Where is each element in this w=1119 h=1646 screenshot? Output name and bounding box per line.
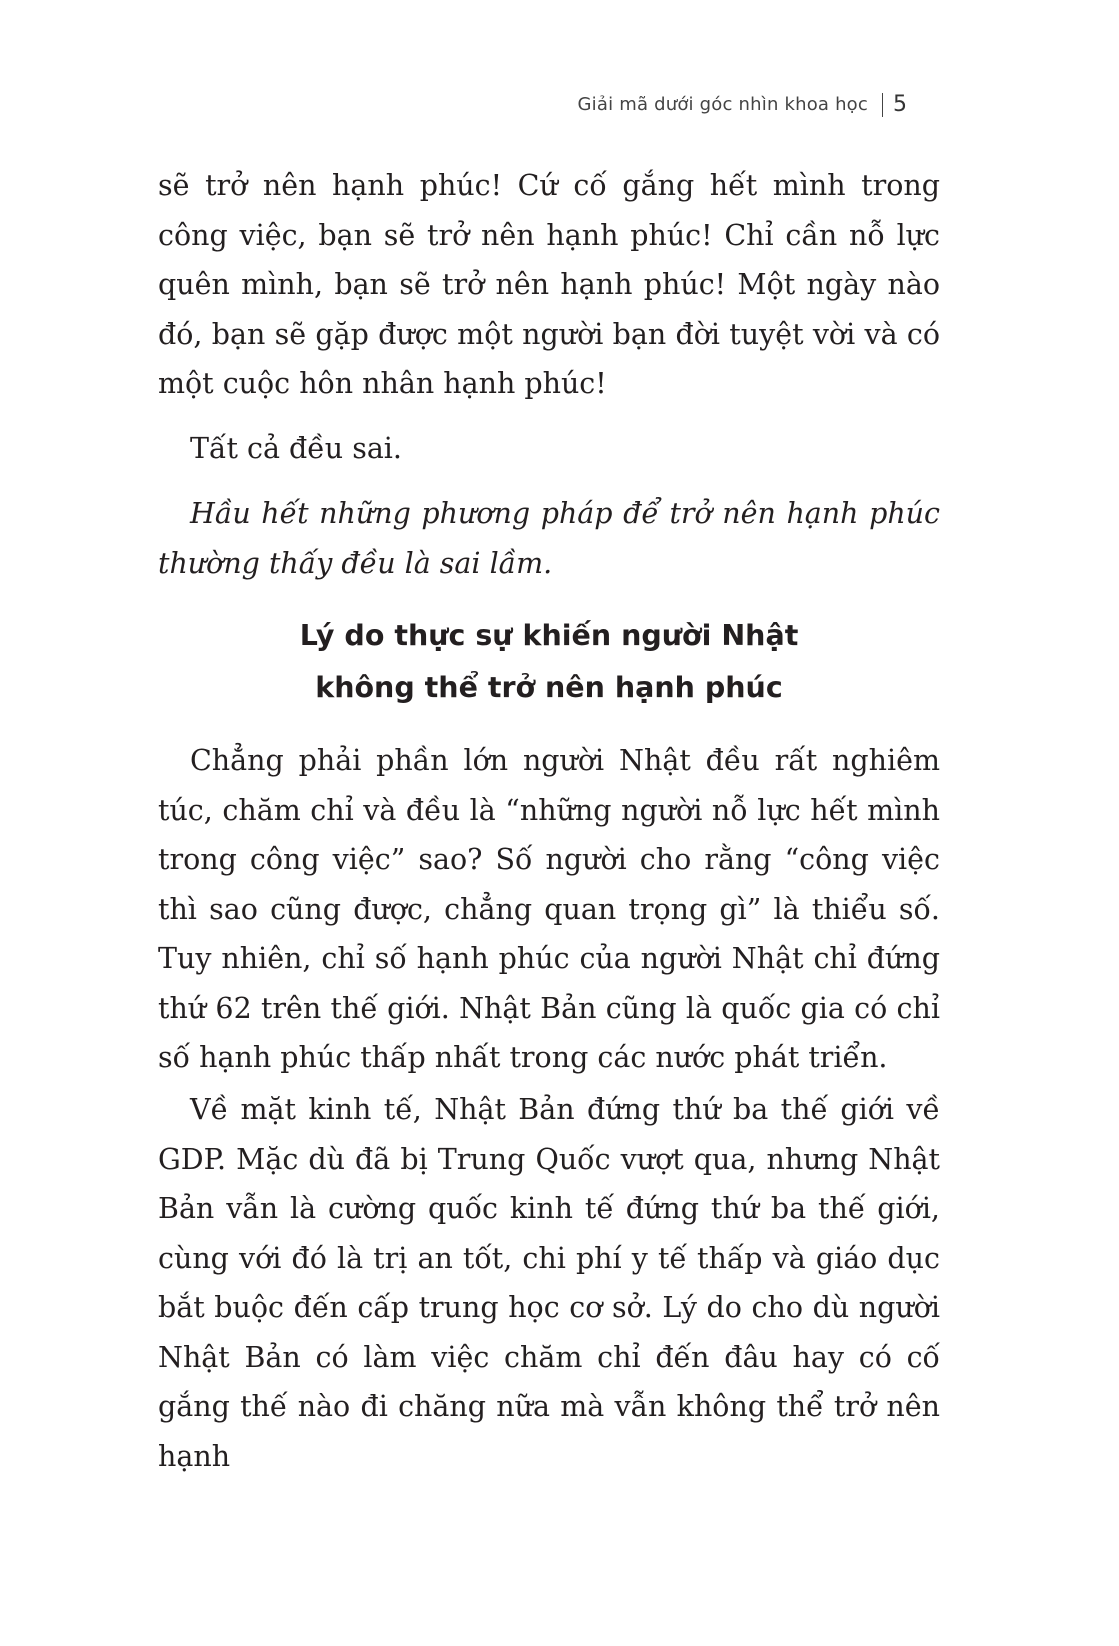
header-divider xyxy=(882,93,883,117)
section-heading xyxy=(158,610,940,714)
running-title: Giải mã dưới góc nhìn khoa học xyxy=(577,94,868,115)
paragraph-1: sẽ trở nên hạnh phúc! Cứ cố gắng hết mình trong công việc, bạn sẽ trở nên hạnh phúc! Chỉ cần nỗ lực quên mình, bạn sẽ trở nên hạnh phúc! Một ngày nào đó, bạn sẽ gặp được một người bạn đời tuyệt vời và có một cuộc hôn nhân hạnh phúc! xyxy=(158,169,940,400)
paragraph-all-wrong xyxy=(158,424,940,474)
paragraph-3: Hầu hết những phương pháp để trở nên hạnh phúc thường thấy đều là sai lầm. xyxy=(158,497,940,580)
paragraph-economy xyxy=(158,1085,940,1481)
page-number: 5 xyxy=(893,92,907,117)
paragraph-japanese-happiness xyxy=(158,736,940,1083)
paragraph-continuation xyxy=(158,161,940,409)
running-header xyxy=(578,92,907,117)
section-heading-line-2: không thể trở nên hạnh phúc xyxy=(315,671,783,704)
paragraph-2: Tất cả đều sai. xyxy=(190,432,402,465)
section-heading-line-1: Lý do thực sự khiến người Nhật xyxy=(299,619,799,652)
paragraph-italic-statement xyxy=(158,489,940,588)
paragraph-4: Chẳng phải phần lớn người Nhật đều rất nghiêm túc, chăm chỉ và đều là “những người nỗ lực hết mình trong công việc” sao? Số người cho rằng “công việc thì sao cũng được, chẳng quan trọng gì” là thiểu số. Tuy nhiên, chỉ số hạnh phúc của người Nhật chỉ đứng thứ 62 trên thế giới. Nhật Bản cũng là quốc gia có chỉ số hạnh phúc thấp nhất trong các nước phát triển. xyxy=(158,744,940,1074)
paragraph-5: Về mặt kinh tế, Nhật Bản đứng thứ ba thế giới về GDP. Mặc dù đã bị Trung Quốc vượt qua, nhưng Nhật Bản vẫn là cường quốc kinh tế đứng thứ ba thế giới, cùng với đó là trị an tốt, chi phí y tế thấp và giáo dục bắt buộc đến cấp trung học cơ sở. Lý do cho dù người Nhật Bản có làm việc chăm chỉ đến đâu hay có cố gắng thế nào đi chăng nữa mà vẫn không thể trở nên hạnh xyxy=(158,1093,940,1473)
